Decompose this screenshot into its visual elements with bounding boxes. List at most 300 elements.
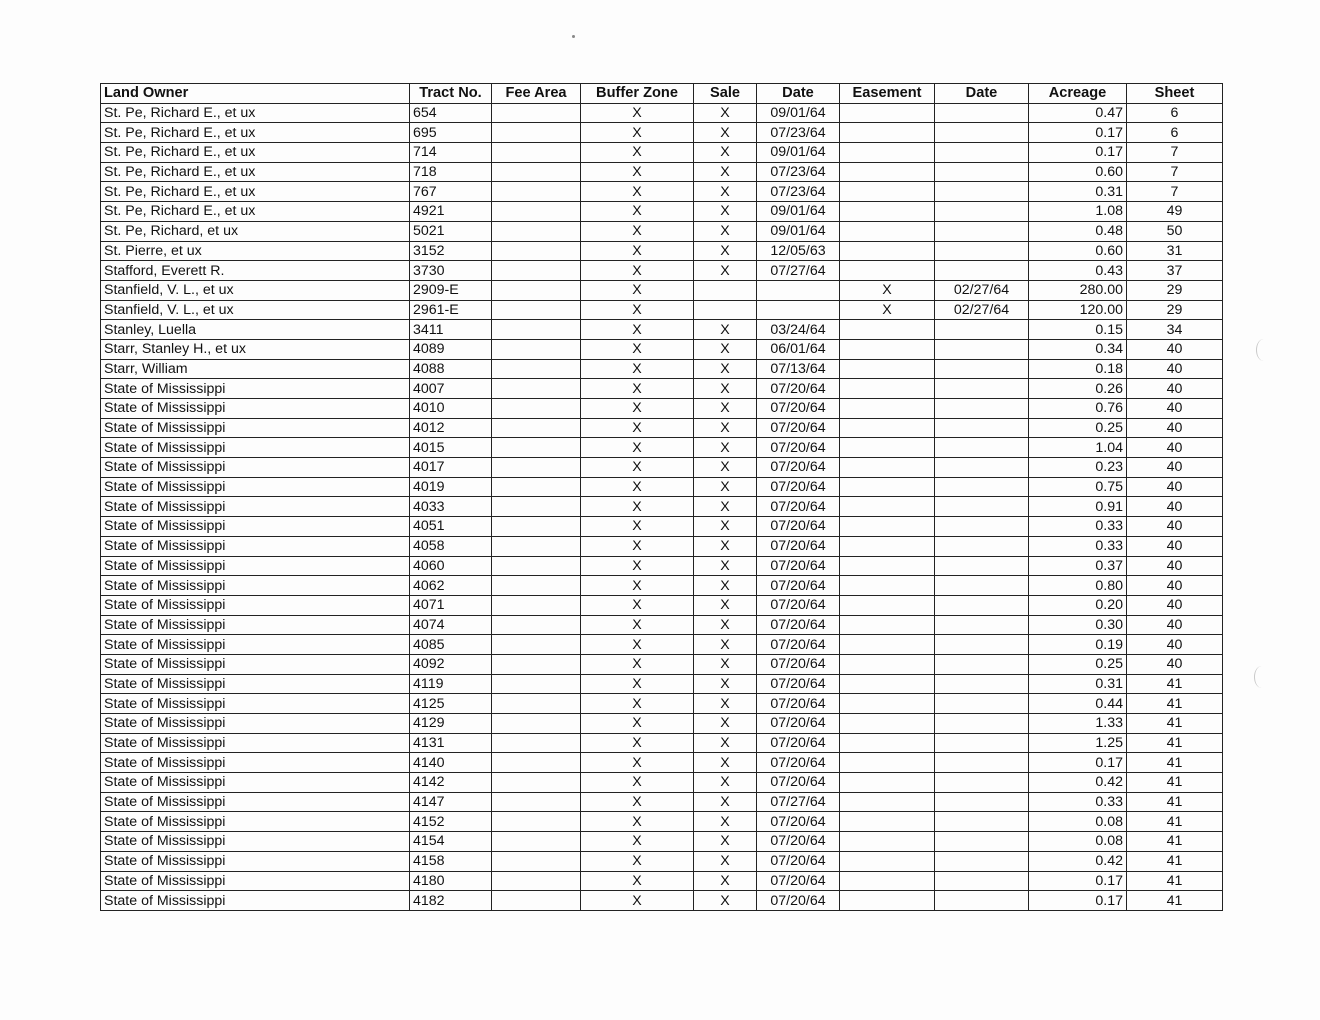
buffer-zone-cell: X [581,418,694,438]
table-row [101,773,1223,793]
tract-no-cell: 4158 [410,851,492,871]
land-owner-cell: State of Mississippi [101,399,410,419]
land-owner-cell: State of Mississippi [101,753,410,773]
buffer-zone-cell: X [581,103,694,123]
land-owner-cell: St. Pierre, et ux [101,241,410,261]
easement-date-cell [935,162,1029,182]
table-row [101,261,1223,281]
tract-no-cell: 4092 [410,654,492,674]
sheet-cell: 40 [1127,615,1223,635]
land-owner-cell: State of Mississippi [101,674,410,694]
land-owner-cell: State of Mississippi [101,792,410,812]
column-header-sale-date: Date [757,84,840,104]
land-owner-cell: Starr, William [101,359,410,379]
easement-cell [840,536,935,556]
sale-date-cell: 07/20/64 [757,379,840,399]
sale-date-cell: 07/23/64 [757,182,840,202]
table-row [101,674,1223,694]
acreage-cell: 0.33 [1029,536,1127,556]
tract-no-cell: 4007 [410,379,492,399]
easement-date-cell [935,143,1029,163]
sale-date-cell: 09/01/64 [757,103,840,123]
sale-date-cell: 07/20/64 [757,438,840,458]
land-owner-cell: St. Pe, Richard, et ux [101,221,410,241]
buffer-zone-cell: X [581,477,694,497]
fee-area-cell [492,733,581,753]
table-row [101,595,1223,615]
land-owner-cell: State of Mississippi [101,536,410,556]
tract-no-cell: 4012 [410,418,492,438]
sheet-cell: 31 [1127,241,1223,261]
easement-cell [840,359,935,379]
buffer-zone-cell: X [581,832,694,852]
tract-no-cell: 718 [410,162,492,182]
tract-no-cell: 4152 [410,812,492,832]
fee-area-cell [492,832,581,852]
land-owner-cell: State of Mississippi [101,379,410,399]
sale-cell: X [694,674,757,694]
buffer-zone-cell: X [581,123,694,143]
acreage-cell: 0.60 [1029,162,1127,182]
land-owner-cell: State of Mississippi [101,497,410,517]
easement-cell [840,103,935,123]
table-row [101,379,1223,399]
easement-date-cell [935,674,1029,694]
easement-date-cell [935,851,1029,871]
fee-area-cell [492,891,581,911]
acreage-cell: 280.00 [1029,280,1127,300]
table-body [101,103,1223,910]
land-owner-cell: State of Mississippi [101,635,410,655]
land-owner-cell: St. Pe, Richard E., et ux [101,162,410,182]
sale-date-cell: 07/27/64 [757,792,840,812]
sale-date-cell: 12/05/63 [757,241,840,261]
buffer-zone-cell: X [581,891,694,911]
acreage-cell: 0.44 [1029,694,1127,714]
sale-cell: X [694,399,757,419]
land-owner-cell: Stanfield, V. L., et ux [101,300,410,320]
table-row [101,576,1223,596]
fee-area-cell [492,753,581,773]
fee-area-cell [492,320,581,340]
acreage-cell: 0.42 [1029,773,1127,793]
fee-area-cell [492,871,581,891]
sale-date-cell: 07/20/64 [757,773,840,793]
fee-area-cell [492,123,581,143]
tract-no-cell: 4129 [410,714,492,734]
tract-no-cell: 4088 [410,359,492,379]
sale-cell: X [694,221,757,241]
easement-date-cell [935,891,1029,911]
buffer-zone-cell: X [581,458,694,478]
buffer-zone-cell: X [581,300,694,320]
easement-cell [840,576,935,596]
land-owner-cell: St. Pe, Richard E., et ux [101,143,410,163]
hole-punch-mark [1256,339,1271,361]
sale-date-cell: 06/01/64 [757,339,840,359]
sheet-cell: 41 [1127,674,1223,694]
sheet-cell: 40 [1127,379,1223,399]
sale-cell: X [694,438,757,458]
acreage-cell: 0.37 [1029,556,1127,576]
easement-cell [840,871,935,891]
acreage-cell: 0.31 [1029,674,1127,694]
sheet-cell: 40 [1127,517,1223,537]
land-owner-cell: State of Mississippi [101,477,410,497]
easement-date-cell [935,379,1029,399]
easement-cell [840,339,935,359]
easement-cell [840,241,935,261]
fee-area-cell [492,399,581,419]
sheet-cell: 41 [1127,871,1223,891]
sale-date-cell: 07/20/64 [757,753,840,773]
easement-date-cell [935,615,1029,635]
fee-area-cell [492,202,581,222]
sheet-cell: 34 [1127,320,1223,340]
sheet-cell: 40 [1127,556,1223,576]
easement-cell [840,714,935,734]
acreage-cell: 0.17 [1029,871,1127,891]
easement-date-cell [935,339,1029,359]
sale-date-cell: 07/20/64 [757,674,840,694]
easement-date-cell [935,202,1029,222]
easement-cell [840,635,935,655]
sale-date-cell: 07/20/64 [757,536,840,556]
acreage-cell: 0.26 [1029,379,1127,399]
easement-cell [840,320,935,340]
land-owner-cell: State of Mississippi [101,871,410,891]
easement-cell [840,891,935,911]
land-owner-cell: St. Pe, Richard E., et ux [101,202,410,222]
buffer-zone-cell: X [581,753,694,773]
sheet-cell: 40 [1127,576,1223,596]
table-row [101,891,1223,911]
table-row [101,280,1223,300]
sale-date-cell: 09/01/64 [757,143,840,163]
fee-area-cell [492,615,581,635]
tract-no-cell: 4154 [410,832,492,852]
easement-cell [840,615,935,635]
sale-date-cell: 07/20/64 [757,399,840,419]
tract-no-cell: 4147 [410,792,492,812]
acreage-cell: 0.25 [1029,418,1127,438]
sale-cell: X [694,103,757,123]
easement-date-cell [935,773,1029,793]
sale-date-cell: 09/01/64 [757,202,840,222]
easement-cell [840,399,935,419]
easement-date-cell [935,399,1029,419]
land-owner-cell: State of Mississippi [101,615,410,635]
sale-date-cell: 07/20/64 [757,615,840,635]
sheet-cell: 41 [1127,832,1223,852]
tract-no-cell: 5021 [410,221,492,241]
buffer-zone-cell: X [581,812,694,832]
sheet-cell: 41 [1127,773,1223,793]
table-row [101,399,1223,419]
sale-cell: X [694,714,757,734]
easement-date-cell [935,517,1029,537]
land-owner-cell: State of Mississippi [101,517,410,537]
sheet-cell: 41 [1127,753,1223,773]
sale-cell: X [694,891,757,911]
buffer-zone-cell: X [581,221,694,241]
sale-cell: X [694,143,757,163]
fee-area-cell [492,143,581,163]
tract-no-cell: 4058 [410,536,492,556]
sheet-cell: 29 [1127,300,1223,320]
sheet-cell: 29 [1127,280,1223,300]
buffer-zone-cell: X [581,773,694,793]
sale-cell: X [694,851,757,871]
fee-area-cell [492,773,581,793]
sheet-cell: 40 [1127,418,1223,438]
sheet-cell: 41 [1127,792,1223,812]
tract-no-cell: 714 [410,143,492,163]
fee-area-cell [492,182,581,202]
table-row [101,832,1223,852]
land-owner-cell: Starr, Stanley H., et ux [101,339,410,359]
land-owner-cell: State of Mississippi [101,595,410,615]
buffer-zone-cell: X [581,359,694,379]
sheet-cell: 6 [1127,103,1223,123]
table-row [101,556,1223,576]
land-owner-cell: St. Pe, Richard E., et ux [101,182,410,202]
acreage-cell: 0.76 [1029,399,1127,419]
sale-cell: X [694,871,757,891]
sheet-cell: 40 [1127,497,1223,517]
table-row [101,221,1223,241]
sheet-cell: 40 [1127,339,1223,359]
land-owner-cell: State of Mississippi [101,773,410,793]
easement-cell: X [840,280,935,300]
sale-date-cell: 07/20/64 [757,477,840,497]
easement-cell [840,773,935,793]
buffer-zone-cell: X [581,694,694,714]
fee-area-cell [492,280,581,300]
table-row [101,320,1223,340]
table-row [101,458,1223,478]
sheet-cell: 40 [1127,359,1223,379]
column-header-sale: Sale [694,84,757,104]
acreage-cell: 0.31 [1029,182,1127,202]
easement-cell [840,674,935,694]
sheet-cell: 7 [1127,182,1223,202]
fee-area-cell [492,517,581,537]
sale-date-cell: 07/20/64 [757,497,840,517]
acreage-cell: 0.43 [1029,261,1127,281]
sale-cell: X [694,654,757,674]
fee-area-cell [492,261,581,281]
tract-no-cell: 4060 [410,556,492,576]
sale-date-cell: 07/20/64 [757,812,840,832]
acreage-cell: 0.47 [1029,103,1127,123]
sale-date-cell: 07/20/64 [757,694,840,714]
buffer-zone-cell: X [581,280,694,300]
table-row [101,635,1223,655]
sheet-cell: 50 [1127,221,1223,241]
land-owner-cell: State of Mississippi [101,832,410,852]
buffer-zone-cell: X [581,339,694,359]
easement-cell [840,517,935,537]
sale-cell: X [694,497,757,517]
sheet-cell: 7 [1127,162,1223,182]
easement-date-cell [935,871,1029,891]
acreage-cell: 0.17 [1029,143,1127,163]
easement-date-cell [935,241,1029,261]
easement-date-cell: 02/27/64 [935,300,1029,320]
scan-speck [572,35,575,38]
easement-cell [840,812,935,832]
sale-cell: X [694,458,757,478]
sale-date-cell: 07/20/64 [757,517,840,537]
sale-cell: X [694,556,757,576]
sale-cell: X [694,733,757,753]
fee-area-cell [492,339,581,359]
sale-date-cell: 03/24/64 [757,320,840,340]
tract-no-cell: 4125 [410,694,492,714]
column-header-fee-area: Fee Area [492,84,581,104]
buffer-zone-cell: X [581,733,694,753]
table-row [101,536,1223,556]
sale-date-cell [757,280,840,300]
fee-area-cell [492,458,581,478]
easement-date-cell [935,418,1029,438]
easement-date-cell [935,654,1029,674]
fee-area-cell [492,438,581,458]
easement-date-cell [935,261,1029,281]
sale-date-cell: 07/20/64 [757,595,840,615]
tract-no-cell: 2909-E [410,280,492,300]
acreage-cell: 0.18 [1029,359,1127,379]
sale-cell: X [694,635,757,655]
sheet-cell: 37 [1127,261,1223,281]
fee-area-cell [492,241,581,261]
sale-date-cell: 07/20/64 [757,832,840,852]
land-owner-cell: State of Mississippi [101,714,410,734]
sheet-cell: 40 [1127,438,1223,458]
fee-area-cell [492,714,581,734]
acreage-cell: 1.08 [1029,202,1127,222]
easement-cell [840,753,935,773]
sale-date-cell: 07/13/64 [757,359,840,379]
sheet-cell: 49 [1127,202,1223,222]
easement-cell [840,162,935,182]
sheet-cell: 40 [1127,654,1223,674]
easement-date-cell [935,320,1029,340]
easement-cell [840,851,935,871]
acreage-cell: 0.19 [1029,635,1127,655]
header-row [101,84,1223,104]
acreage-cell: 0.34 [1029,339,1127,359]
sale-cell [694,300,757,320]
sheet-cell: 40 [1127,635,1223,655]
table-row [101,339,1223,359]
column-header-tract-no: Tract No. [410,84,492,104]
easement-cell [840,143,935,163]
sale-date-cell: 07/20/64 [757,871,840,891]
easement-cell [840,261,935,281]
sale-cell: X [694,261,757,281]
sheet-cell: 41 [1127,851,1223,871]
table-row [101,103,1223,123]
acreage-cell: 0.08 [1029,812,1127,832]
tract-no-cell: 4142 [410,773,492,793]
buffer-zone-cell: X [581,241,694,261]
easement-date-cell [935,576,1029,596]
fee-area-cell [492,103,581,123]
easement-cell [840,438,935,458]
sale-date-cell: 07/20/64 [757,576,840,596]
sheet-cell: 41 [1127,891,1223,911]
acreage-cell: 0.33 [1029,517,1127,537]
acreage-cell: 1.33 [1029,714,1127,734]
tract-no-cell: 4140 [410,753,492,773]
table-row [101,497,1223,517]
sheet-cell: 41 [1127,714,1223,734]
table-row [101,851,1223,871]
sale-date-cell: 07/20/64 [757,635,840,655]
land-owner-cell: State of Mississippi [101,438,410,458]
buffer-zone-cell: X [581,162,694,182]
buffer-zone-cell: X [581,320,694,340]
sale-cell: X [694,595,757,615]
sale-cell: X [694,241,757,261]
easement-date-cell [935,182,1029,202]
acreage-cell: 0.48 [1029,221,1127,241]
fee-area-cell [492,300,581,320]
buffer-zone-cell: X [581,654,694,674]
buffer-zone-cell: X [581,517,694,537]
buffer-zone-cell: X [581,674,694,694]
easement-date-cell [935,103,1029,123]
sale-cell: X [694,792,757,812]
acreage-cell: 0.91 [1029,497,1127,517]
easement-cell [840,418,935,438]
easement-date-cell [935,497,1029,517]
fee-area-cell [492,812,581,832]
tract-no-cell: 4182 [410,891,492,911]
easement-cell [840,694,935,714]
land-tract-table [100,83,1223,911]
easement-cell [840,477,935,497]
sale-cell: X [694,753,757,773]
acreage-cell: 0.23 [1029,458,1127,478]
tract-no-cell: 695 [410,123,492,143]
tract-no-cell: 3730 [410,261,492,281]
acreage-cell: 0.75 [1029,477,1127,497]
tract-no-cell: 767 [410,182,492,202]
table-row [101,300,1223,320]
easement-date-cell [935,753,1029,773]
easement-date-cell [935,458,1029,478]
easement-date-cell [935,733,1029,753]
sale-cell: X [694,694,757,714]
fee-area-cell [492,851,581,871]
sheet-cell: 40 [1127,458,1223,478]
easement-date-cell [935,812,1029,832]
acreage-cell: 0.17 [1029,753,1127,773]
easement-cell [840,497,935,517]
fee-area-cell [492,477,581,497]
land-owner-cell: Stanfield, V. L., et ux [101,280,410,300]
easement-date-cell [935,536,1029,556]
buffer-zone-cell: X [581,576,694,596]
easement-date-cell [935,714,1029,734]
buffer-zone-cell: X [581,202,694,222]
easement-cell [840,221,935,241]
fee-area-cell [492,556,581,576]
sale-cell: X [694,359,757,379]
